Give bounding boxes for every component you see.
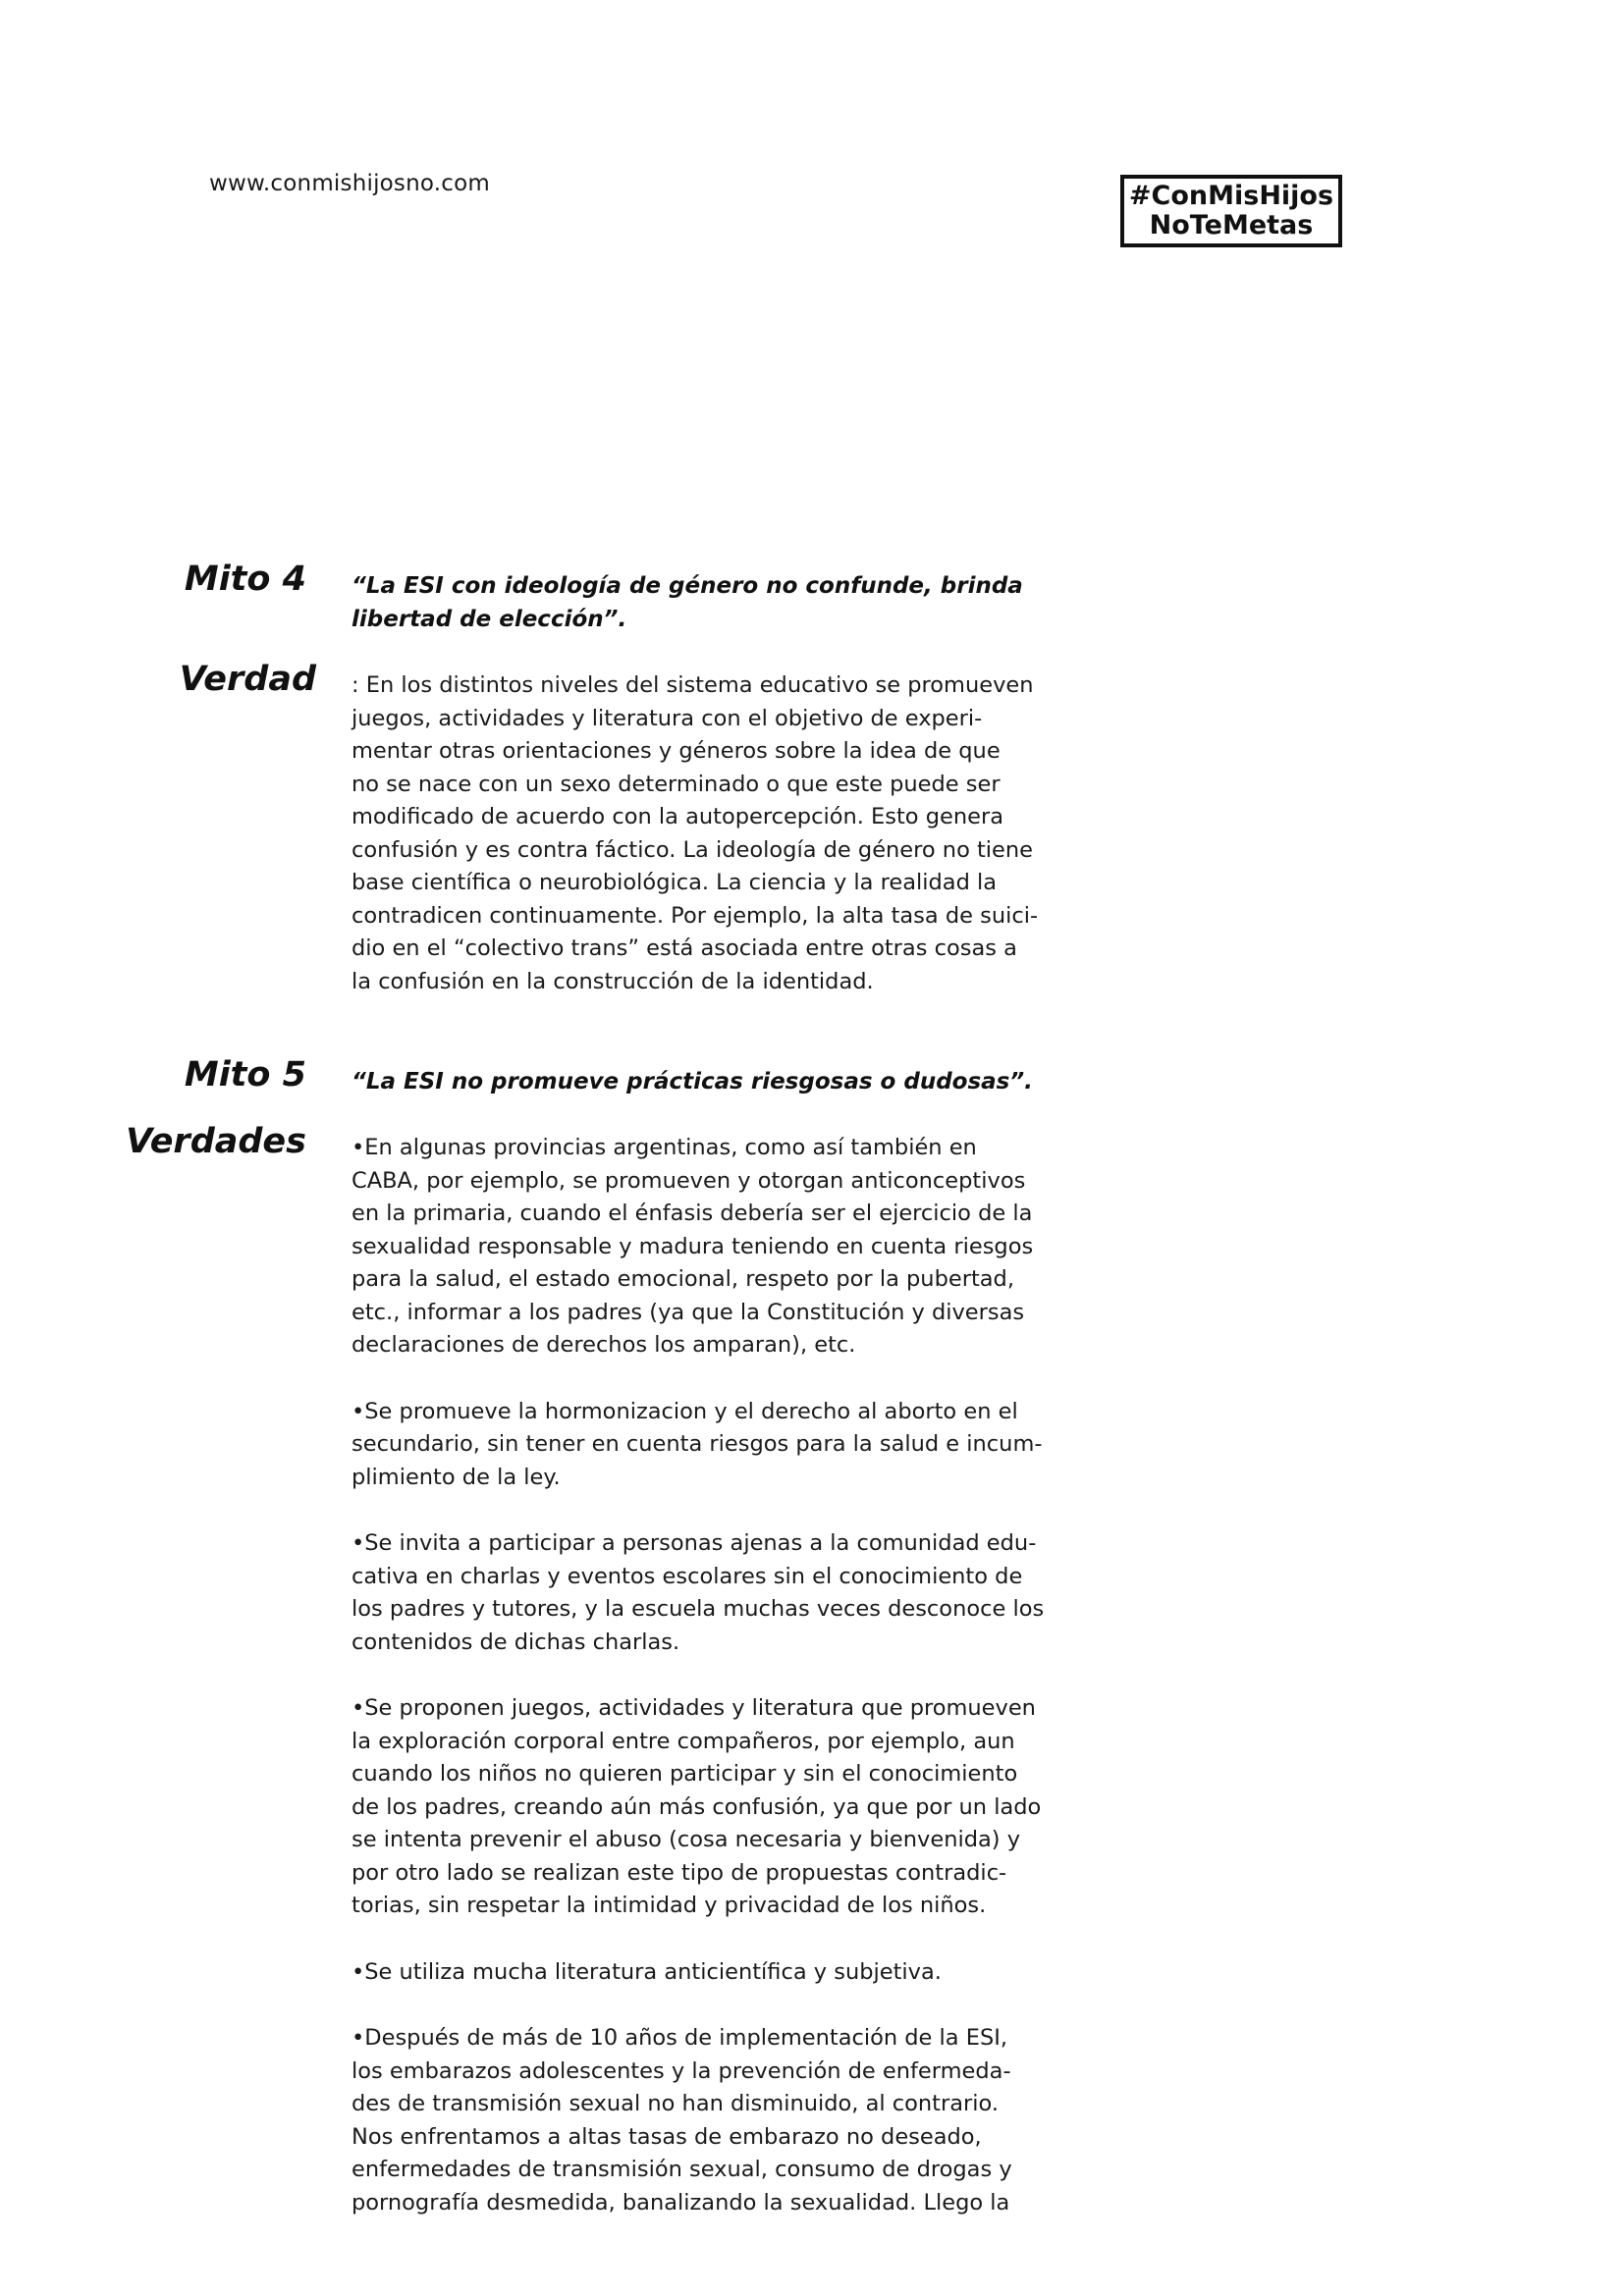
verdades-line: •En algunas provincias argentinas, como así también en	[352, 1135, 977, 1160]
verdades-line: torias, sin respetar la intimidad y privacidad de los niños.	[352, 1893, 987, 1918]
verdades-line: pornografía desmedida, banalizando la sexualidad. Llego la	[352, 2189, 1010, 2216]
verdad-line: juegos, actividades y literatura con el objetivo de experi-	[352, 705, 983, 731]
verdades-line: contenidos de dichas charlas.	[352, 1629, 680, 1655]
verdades-line: CABA, por ejemplo, se promueven y otorgan anticonceptivos	[352, 1167, 1026, 1194]
verdades-line: •Después de más de 10 años de implementación de la ESI,	[352, 2025, 1008, 2051]
mito-5-claim-line: “La ESI no promueve prácticas riesgosas o dudosas”.	[352, 1069, 1033, 1095]
mito-5-label: Mito 5	[184, 1055, 306, 1095]
mito-4-label: Mito 4	[184, 560, 306, 599]
verdades-line: •Se invita a participar a personas ajenas a la comunidad edu-	[352, 1530, 1037, 1556]
verdades-paragraph	[352, 1132, 1049, 1362]
hashtag-line-1: #ConMisHijos	[1128, 181, 1334, 211]
verdades-paragraph	[352, 1527, 1049, 1659]
mito-4-claim-line: “La ESI con ideología de género no confunde, brinda	[352, 573, 1023, 599]
verdad-line: dio en el “colectivo trans” está asociada entre otras cosas a	[352, 935, 1017, 961]
verdades-line: etc., informar a los padres (ya que la Constitución y diversas	[352, 1299, 1025, 1325]
verdades-line: los embarazos adolescentes y la prevención de enfermeda-	[352, 2057, 1011, 2084]
verdades-line: para la salud, el estado emocional, respeto por la pubertad,	[352, 1266, 1014, 1292]
verdades-line: por otro lado se realizan este tipo de propuestas contradic-	[352, 1859, 1007, 1886]
verdad-line: no se nace con un sexo determinado o que este puede ser	[352, 771, 1001, 797]
verdades-paragraph	[352, 1692, 1049, 1923]
verdades-paragraph	[352, 1956, 1049, 1990]
verdades-line: Nos enfrentamos a altas tasas de embarazo no deseado,	[352, 2123, 982, 2150]
verdad-line: : En los distintos niveles del sistema educativo se promueven	[352, 672, 1034, 698]
verdades-line: •Se proponen juegos, actividades y literatura que promueven	[352, 1695, 1036, 1721]
verdades-line: de los padres, creando aún más confusión, ya que por un lado	[352, 1793, 1042, 1820]
verdad-line: la confusión en la construcción de la identidad.	[352, 968, 874, 994]
verdades-line: secundario, sin tener en cuenta riesgos para la salud e incum-	[352, 1431, 1043, 1457]
verdades-line: •Se promueve la hormonizacion y el derecho al aborto en el	[352, 1398, 1018, 1424]
mito-4-claim	[352, 569, 1058, 636]
verdades-line: declaraciones de derechos los amparan), etc.	[352, 1332, 856, 1358]
verdades-line: en la primaria, cuando el énfasis debería ser el ejercicio de la	[352, 1201, 1033, 1226]
site-url[interactable]: www.conmishijosno.com	[209, 171, 490, 196]
verdad-text	[352, 669, 1049, 998]
verdades-line: plimiento de la ley.	[352, 1464, 561, 1490]
mito-4-claim-line: libertad de elección”.	[352, 607, 627, 632]
verdades-paragraph	[352, 2022, 1049, 2219]
hashtag-logo	[1120, 175, 1342, 247]
verdad-line: base científica o neurobiológica. La ciencia y la realidad la	[352, 870, 998, 895]
verdades-line: los padres y tutores, y la escuela muchas veces desconoce los	[352, 1596, 1045, 1622]
verdades-line: •Se utiliza mucha literatura anticientífica y subjetiva.	[352, 1958, 942, 1985]
verdad-line: contradicen continuamente. Por ejemplo, la alta tasa de suici-	[352, 902, 1039, 929]
verdades-label: Verdades	[126, 1122, 306, 1161]
verdades-line: cuando los niños no quieren participar y sin el conocimiento	[352, 1761, 1018, 1787]
verdades-paragraph	[352, 1396, 1049, 1495]
verdad-line: confusión y es contra fáctico. La ideología de género no tiene	[352, 836, 1034, 863]
verdades-line: se intenta prevenir el abuso (cosa necesaria y bienvenida) y	[352, 1827, 1021, 1852]
verdades-line: la exploración corporal entre compañeros, por ejemplo, aun	[352, 1728, 1015, 1754]
verdad-label: Verdad	[179, 660, 316, 699]
verdad-line: modificado de acuerdo con la autopercepción. Esto genera	[352, 804, 1003, 829]
verdades-line: des de transmisión sexual no han disminuido, al contrario.	[352, 2091, 1000, 2116]
verdades-line: enfermedades de transmisión sexual, consumo de drogas y	[352, 2157, 1012, 2182]
verdad-line: mentar otras orientaciones y géneros sobre la idea de que	[352, 738, 1001, 764]
mito-5-claim	[352, 1065, 1058, 1098]
hashtag-line-2: NoTeMetas	[1149, 210, 1314, 240]
verdades-text	[352, 1132, 1049, 2219]
verdades-line: sexualidad responsable y madura teniendo en cuenta riesgos	[352, 1233, 1034, 1259]
verdades-line: cativa en charlas y eventos escolares sin el conocimiento de	[352, 1563, 1023, 1589]
